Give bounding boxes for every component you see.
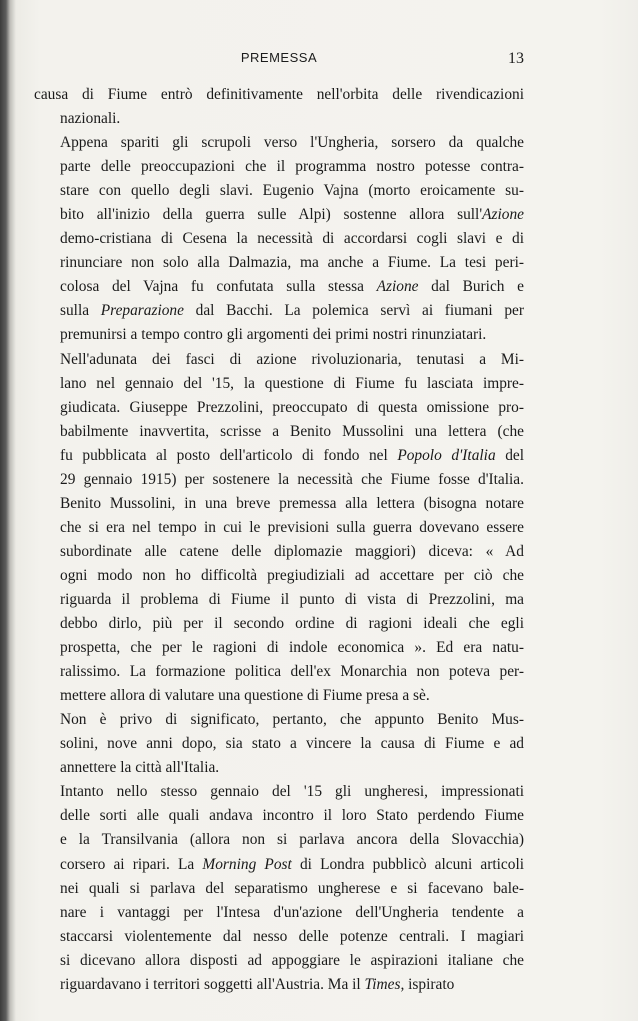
text-line: 29 gennaio 1915) per sostenere la necessità che Fiume fosse d'Italia. [60, 470, 524, 488]
text-line: ogni modo non ho difficoltà pregiudiziali ad accettare per ciò che [60, 566, 524, 584]
text-line: debbo dirlo, più per il secondo ordine di ragioni ideali che egli [60, 615, 524, 633]
text-line: mettere allora di valutare una questione di Fiume presa a sè. [60, 687, 430, 705]
text-line: premunirsi a tempo contro gli argomenti dei primi nostri rinunziatari. [60, 326, 487, 344]
text-line: e la Transilvania (allora non si parlava ancora della Slovacchia) [60, 831, 524, 849]
text-line: Benito Mussolini, in una breve premessa alla lettera (bisogna notare [60, 494, 524, 512]
text-line: riguarda il problema di Fiume il punto di vista di Prezzolini, ma [60, 590, 524, 608]
text-line: Intanto nello stesso gennaio del '15 gli ungheresi, impressionati [60, 783, 524, 801]
text-line: che si era nel tempo in cui le previsioni sulla guerra dovevano essere [60, 518, 524, 536]
text-line: Nell'adunata dei fasci di azione rivoluzionaria, tenutasi a Mi- [60, 350, 524, 368]
text-line: Non è privo di significato, pertanto, che appunto Benito Mus- [60, 711, 524, 729]
text-line: si dicevano allora disposti ad appoggiare le aspirazioni italiane che [60, 951, 524, 969]
body-text [34, 83, 524, 997]
text-line: ralissimo. La formazione politica dell'ex Monarchia non poteva per- [60, 663, 524, 681]
text-line: stare con quello degli slavi. Eugenio Vajna (morto eroicamente su- [60, 182, 524, 200]
text-line: staccarsi violentemente dal nesso delle potenze centrali. I magiari [60, 927, 524, 945]
text-line: corsero ai ripari. La Morning Post di Londra pubblicò alcuni articoli [60, 855, 525, 873]
paragraph [34, 83, 524, 131]
text-line: rinunciare non solo alla Dalmazia, ma anche a Fiume. La tesi peri- [60, 254, 524, 272]
text-line: delle sorti alle quali andava incontro il loro Stato perdendo Fiume [60, 807, 524, 825]
text-line: nei quali si parlava del separatismo ungherese e si facevano bale- [60, 879, 524, 897]
text-line: riguardavano i territori soggetti all'Austria. Ma il Times, ispirato [60, 975, 455, 993]
text-line: bito all'inizio della guerra sulle Alpi) sostenne allora sull'Azione [60, 206, 524, 224]
page-number: 13 [508, 50, 524, 67]
text-line: subordinate alle catene delle diplomazie maggiori) diceva: « Ad [60, 542, 524, 560]
paragraph [34, 131, 524, 347]
text-line: lano nel gennaio del '15, la questione di Fiume fu lasciata impre- [60, 374, 524, 392]
text-line: annettere la città all'Italia. [60, 759, 220, 777]
running-title: PREMESSA [240, 50, 318, 65]
text-line: parte delle preoccupazioni che il programma nostro potesse contra- [60, 158, 524, 176]
text-line: demo-cristiana di Cesena la necessità di accordarsi cogli slavi e di [60, 230, 524, 248]
paragraph [34, 780, 524, 996]
text-line: sulla Preparazione dal Bacchi. La polemica servì ai fiumani per [60, 302, 524, 320]
text-line: solini, nove anni dopo, sia stato a vincere la causa di Fiume e ad [60, 735, 524, 753]
text-line: causa di Fiume entrò definitivamente nell'orbita delle rivendicazioni [34, 86, 524, 103]
text-line: babilmente inavvertita, scrisse a Benito Mussolini una lettera (che [60, 422, 524, 440]
text-line: giudicata. Giuseppe Prezzolini, preoccupato di questa omissione pro- [60, 398, 524, 416]
text-line: nare i vantaggi per l'Intesa d'un'azione dell'Ungheria tendente a [60, 903, 524, 921]
text-line: colosa del Vajna fu confutata sulla stessa Azione dal Burich e [60, 278, 524, 296]
text-line: Appena spariti gli scrupoli verso l'Ungheria, sorsero da qualche [60, 134, 524, 152]
text-line: nazionali. [60, 110, 121, 128]
text-line: prospetta, che per le ragioni di indole economica ». Ed era natu- [60, 639, 524, 657]
paragraph [34, 348, 524, 709]
text-line: fu pubblicata al posto dell'articolo di fondo nel Popolo d'Italia del [60, 446, 525, 464]
page-header [34, 50, 524, 72]
paragraph [34, 708, 524, 780]
